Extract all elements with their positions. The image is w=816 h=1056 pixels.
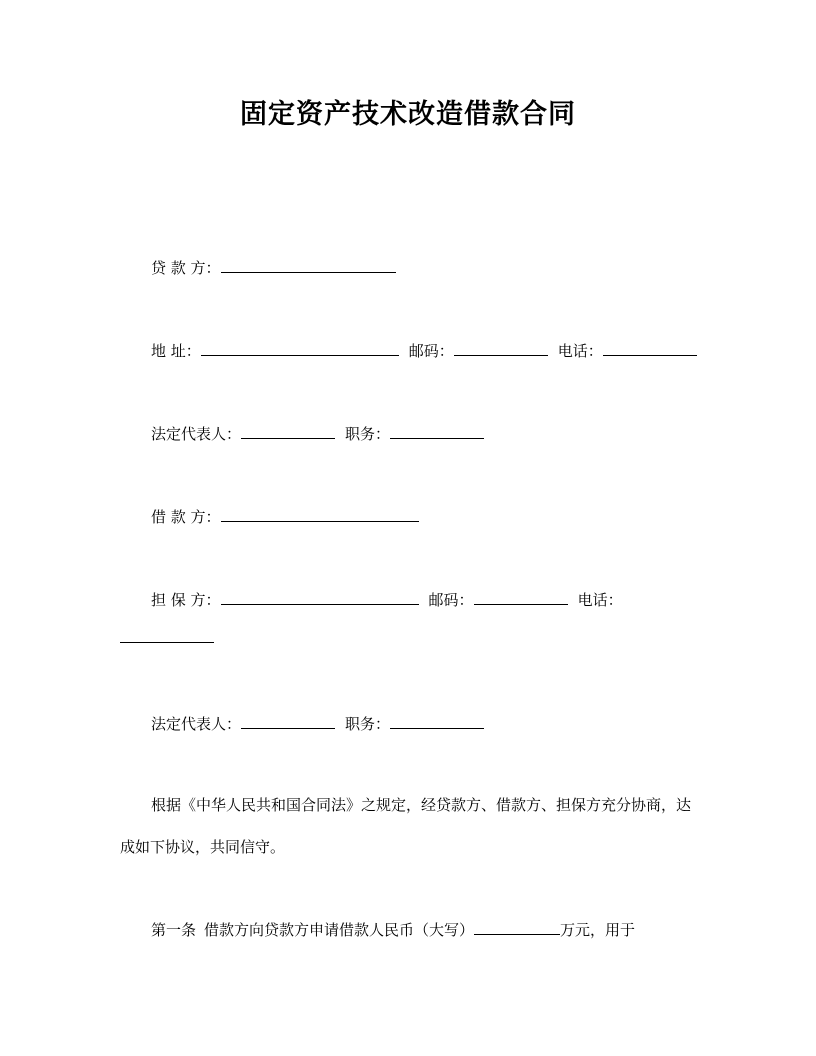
article-1-heading: 第一条 [151, 921, 197, 939]
address-blank[interactable] [201, 339, 399, 356]
address-label: 地 址： [151, 342, 201, 360]
guarantor-line [151, 588, 623, 610]
lender-line [151, 256, 396, 278]
borrower-blank[interactable] [221, 505, 419, 522]
guarantor-blank[interactable] [221, 588, 419, 605]
preamble-paragraph: 根据《中华人民共和国合同法》之规定，经贷款方、借款方、担保方充分协商，达成如下协议，共同信守。 [120, 796, 692, 856]
guarantor-postcode-blank[interactable] [474, 588, 568, 605]
legal-rep-1-position-label: 职务： [345, 425, 391, 443]
lender-label: 贷 款 方： [151, 259, 221, 277]
borrower-label: 借 款 方： [151, 508, 221, 526]
lender-blank[interactable] [221, 256, 396, 273]
article-1-text-after: 万元，用于 [560, 921, 636, 939]
legal-rep-1-blank[interactable] [241, 422, 335, 439]
address-postcode-blank[interactable] [454, 339, 548, 356]
address-line [151, 339, 697, 361]
guarantor-postcode-label: 邮码： [428, 591, 474, 609]
address-postcode-label: 邮码： [408, 342, 454, 360]
guarantor-label: 担 保 方： [151, 591, 221, 609]
legal-rep-2-line [151, 712, 484, 734]
guarantor-phone-line [120, 626, 214, 648]
article-1-amount-blank[interactable] [474, 918, 560, 935]
borrower-line [151, 505, 419, 527]
address-phone-label: 电话： [557, 342, 603, 360]
legal-rep-2-position-label: 职务： [345, 715, 391, 733]
guarantor-phone-blank[interactable] [120, 626, 214, 643]
legal-rep-1-label: 法定代表人： [151, 425, 242, 443]
document-title: 固定资产技术改造借款合同 [240, 99, 576, 130]
guarantor-phone-label: 电话： [577, 591, 623, 609]
article-1-text-before: 借款方向贷款方申请借款人民币（大写） [204, 921, 475, 939]
address-phone-blank[interactable] [603, 339, 697, 356]
legal-rep-2-position-blank[interactable] [390, 712, 484, 729]
legal-rep-2-blank[interactable] [241, 712, 335, 729]
article-1-line [151, 918, 635, 940]
legal-rep-1-position-blank[interactable] [390, 422, 484, 439]
legal-rep-2-label: 法定代表人： [151, 715, 242, 733]
legal-rep-1-line [151, 422, 484, 444]
